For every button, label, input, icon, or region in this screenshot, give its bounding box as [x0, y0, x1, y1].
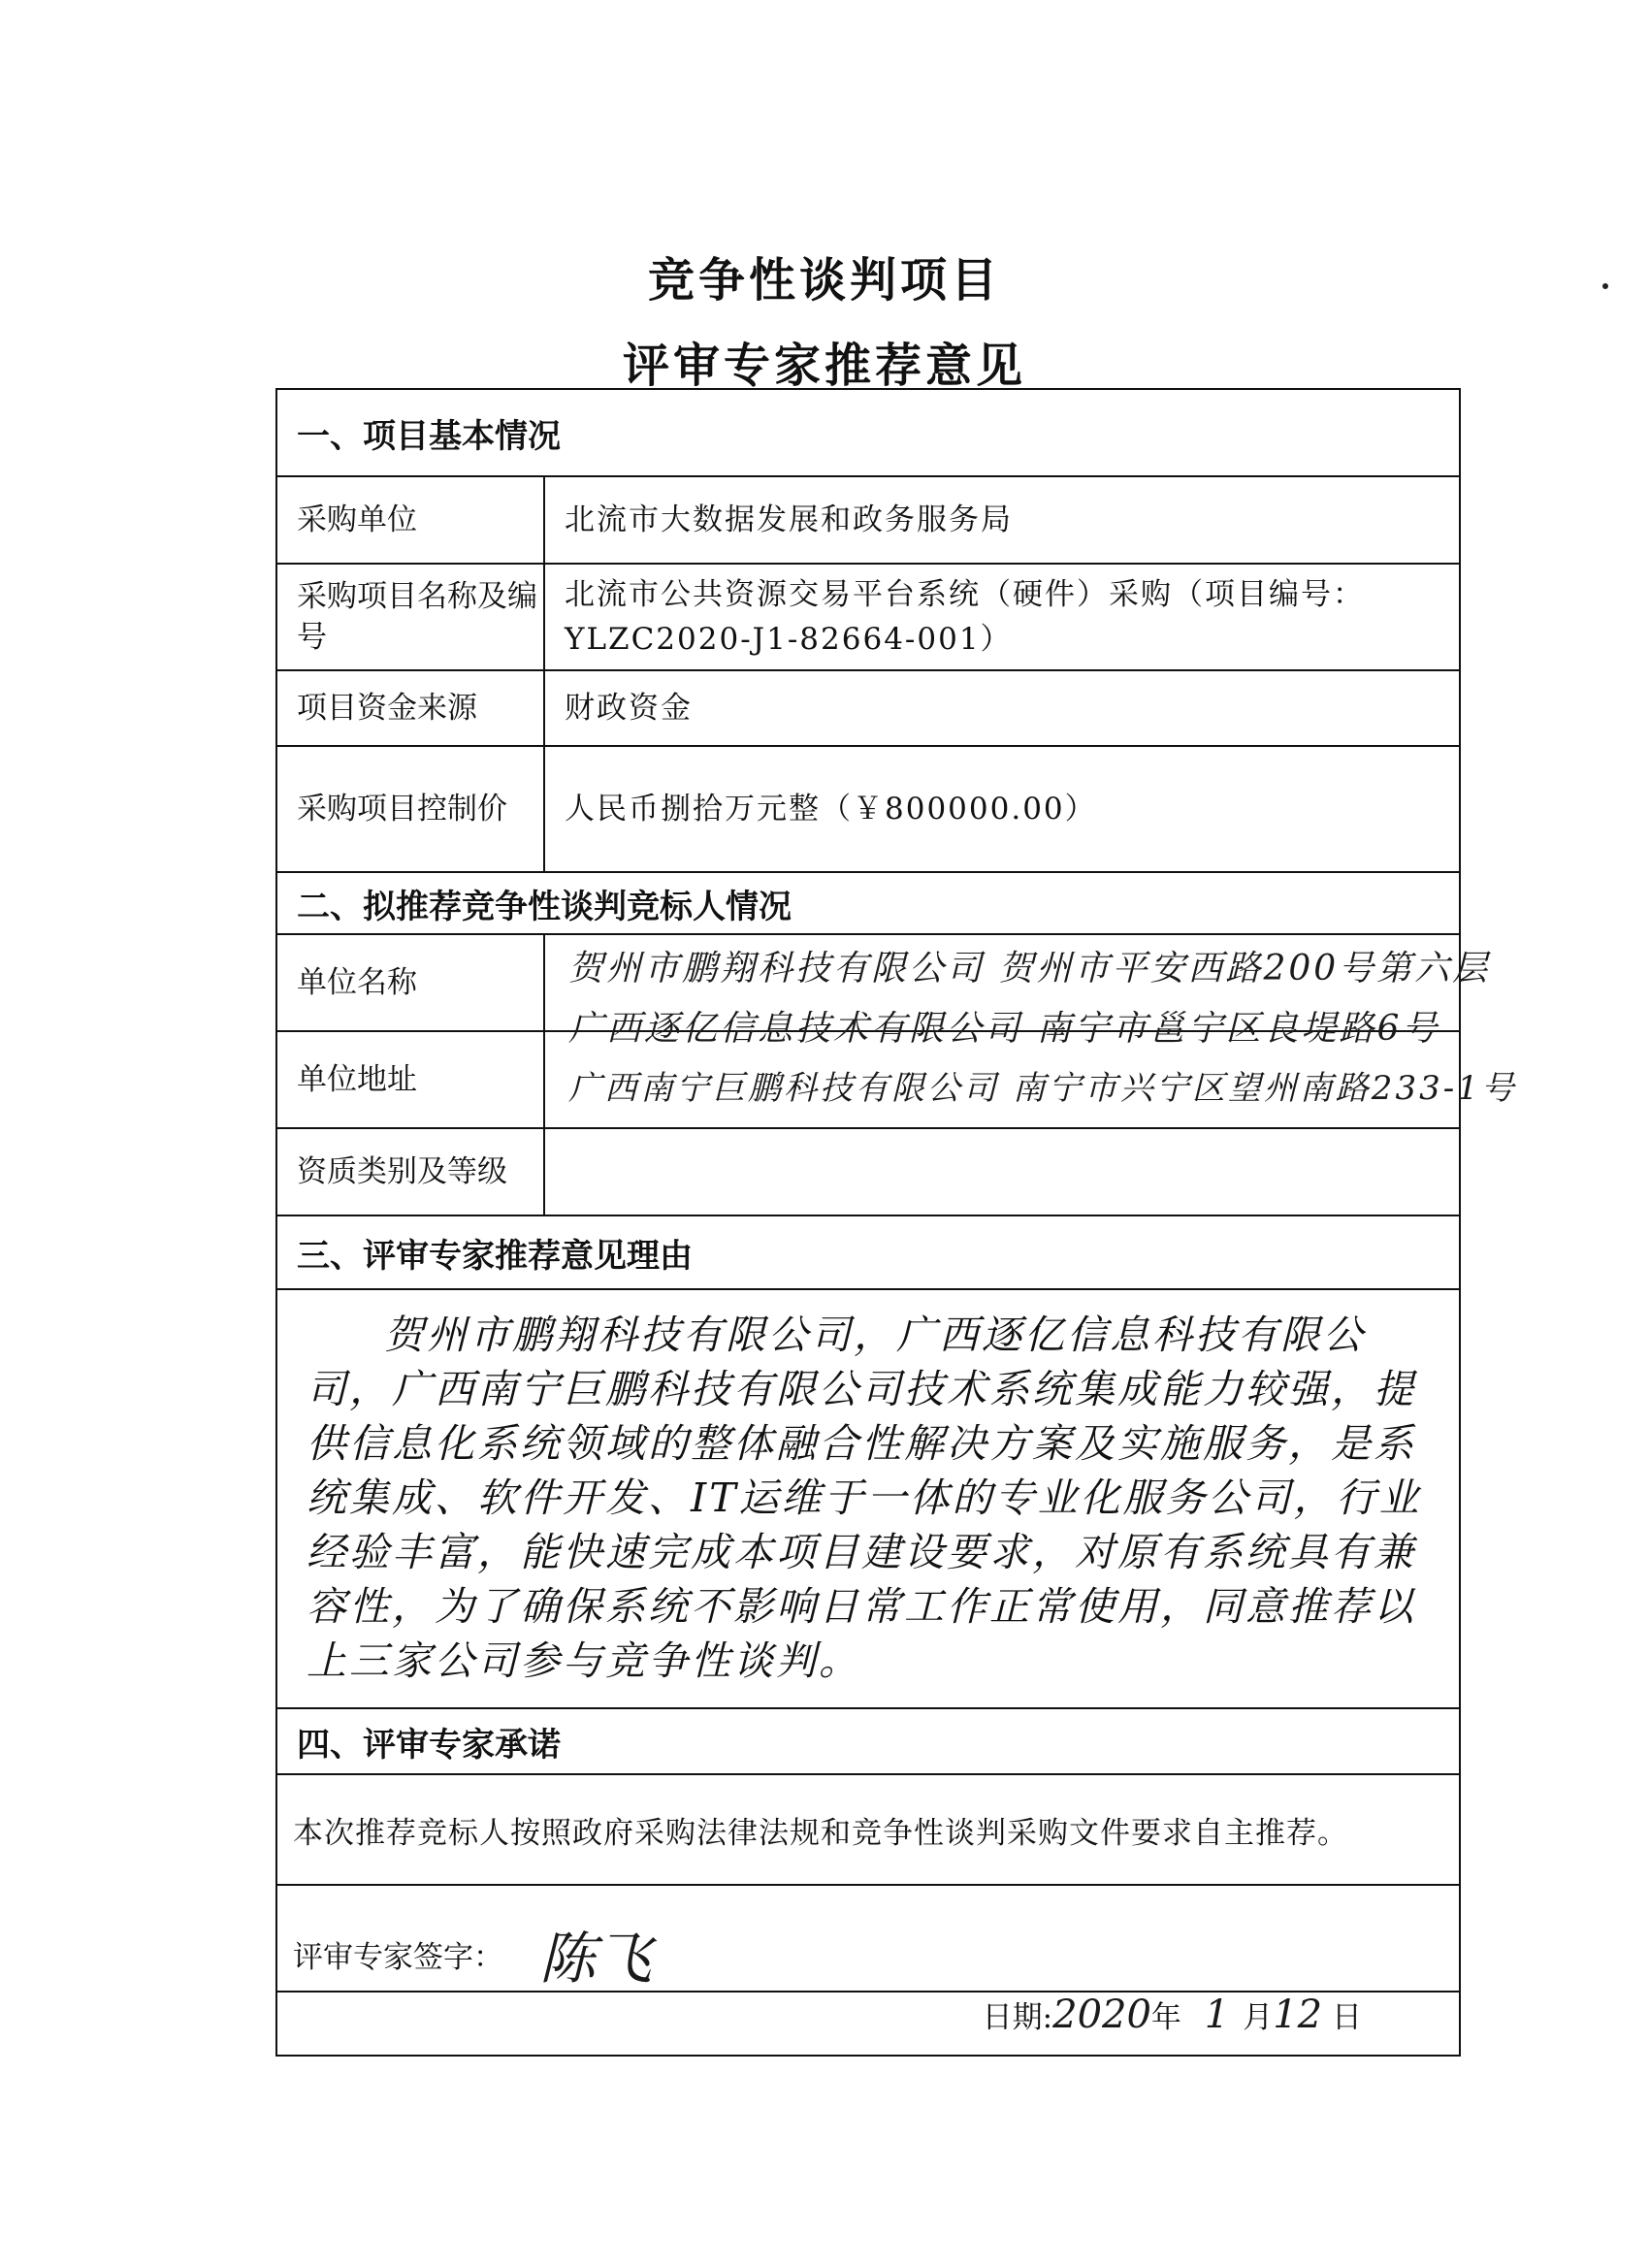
section-3-heading: 三、评审专家推荐意见理由 [277, 1216, 1459, 1290]
commitment-statement: 本次推荐竞标人按照政府采购法律法规和竞争性谈判采购文件要求自主推荐。 [277, 1775, 1459, 1886]
recommendation-form [275, 388, 1517, 2057]
purchaser-label: 采购单位 [277, 477, 545, 563]
purchaser-value: 北流市大数据发展和政务服务局 [565, 502, 1013, 537]
row-project-name [277, 565, 1459, 671]
date-field [983, 1993, 1362, 2037]
date-day: 12 [1273, 1993, 1323, 2037]
control-price-value: 人民币捌拾万元整（￥800000.00） [565, 792, 1097, 826]
unit-address-label: 单位地址 [277, 1032, 545, 1127]
document-title-line1: 竞争性谈判项目 [647, 253, 1001, 308]
section-2-heading: 二、拟推荐竞争性谈判竞标人情况 [277, 873, 1459, 935]
unit-name-label: 单位名称 [277, 935, 545, 1030]
fund-source-label: 项目资金来源 [277, 671, 545, 745]
expert-signature: 陈飞 [539, 1926, 653, 1992]
fund-source-value: 财政资金 [565, 691, 693, 726]
date-month-unit: 月 [1243, 2000, 1274, 2035]
handwritten-reason: 贺州市鹏翔科技有限公司，广西逐亿信息科技有限公司，广西南宁巨鹏科技有限公司技术系统集成能力较强，提供信息化系统领域的整体融合性解决方案及实施服务，是系统集成、软件开发、IT运维于一体的专业化服务公司，行业经验丰富，能快速完成本项目建设要求，对原有系统具有兼容性，为了确保系统不影响日常工作正常使用，同意推荐以上三家公司参与竞争性谈判。 [307, 1312, 1422, 1684]
control-price-label: 采购项目控制价 [277, 747, 545, 871]
row-fund-source [277, 671, 1459, 747]
date-row [277, 1993, 1459, 2057]
handwritten-bidder-2: 广西逐亿信息技术有限公司 南宁市邕宁区良堤路6号 [568, 1009, 1440, 1049]
row-purchaser [277, 477, 1459, 565]
signature-row [277, 1886, 1459, 1993]
qualification-label: 资质类别及等级 [277, 1129, 545, 1215]
reason-box [277, 1290, 1459, 1709]
handwritten-bidder-3: 广西南宁巨鹏科技有限公司 南宁市兴宁区望州南路233-1号 [568, 1069, 1517, 1108]
handwritten-bidder-1: 贺州市鹏翔科技有限公司 贺州市平安西路200号第六层 [568, 949, 1491, 988]
section-4-heading: 四、评审专家承诺 [277, 1709, 1459, 1775]
row-qualification [277, 1129, 1459, 1216]
project-name-label: 采购项目名称及编号 [277, 565, 545, 669]
date-year: 2020 [1052, 1993, 1151, 2037]
date-year-unit: 年 [1150, 2000, 1181, 2035]
project-name-value: 北流市公共资源交易平台系统（硬件）采购（项目编号：YLZC2020-J1-82664-001） [565, 577, 1365, 657]
document-title-line2: 评审专家推荐意见 [622, 339, 1026, 393]
date-label: 日期: [982, 2000, 1053, 2035]
scan-speck [1602, 283, 1608, 289]
section-1-heading: 一、项目基本情况 [277, 390, 1459, 477]
date-month: 1 [1204, 1993, 1230, 2037]
row-control-price [277, 747, 1459, 873]
date-day-unit: 日 [1332, 2000, 1362, 2035]
signature-label: 评审专家签字： [293, 1940, 503, 1975]
